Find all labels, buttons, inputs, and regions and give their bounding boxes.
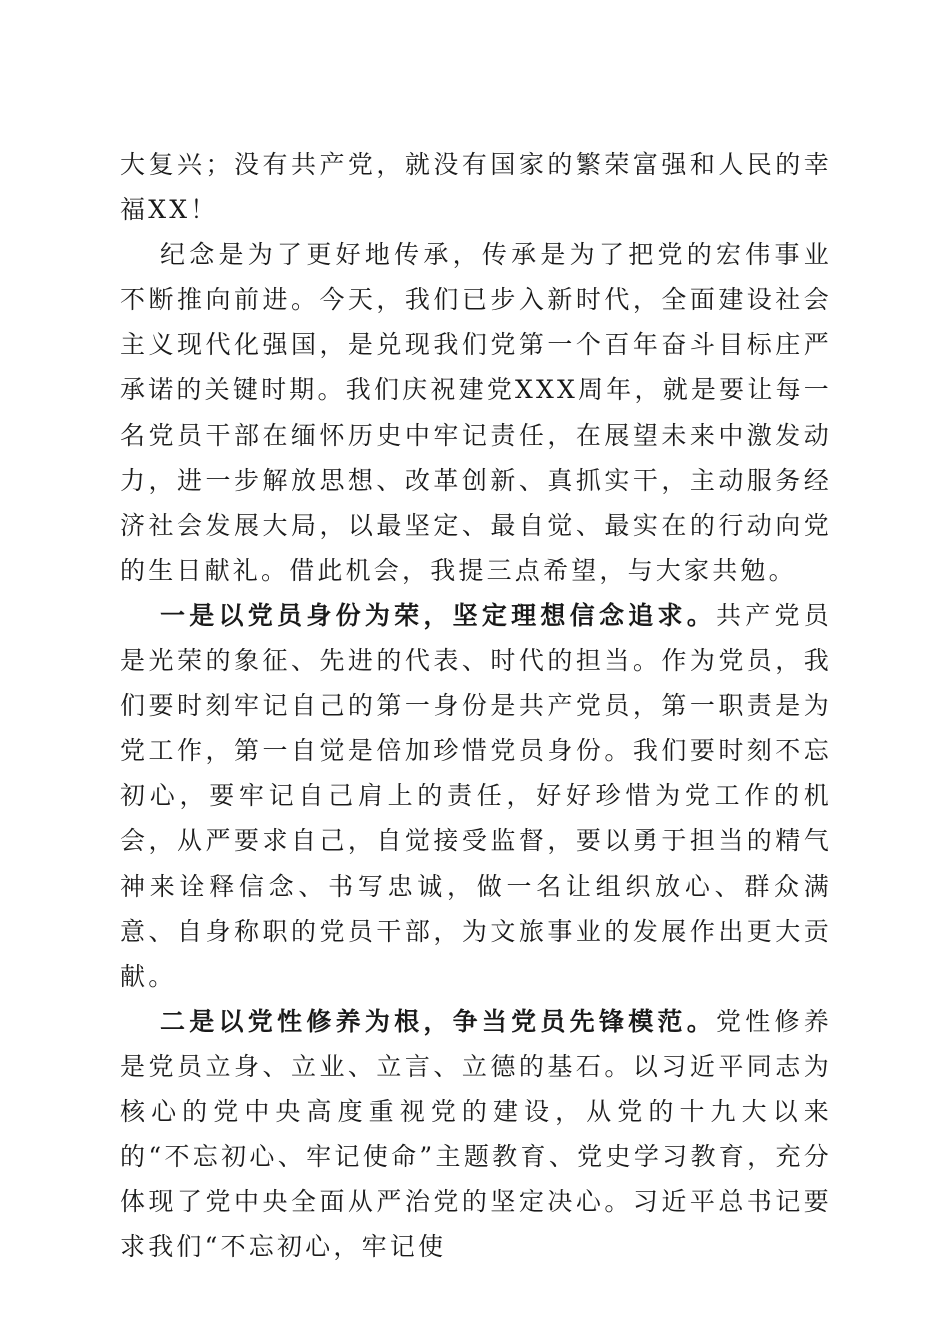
paragraph-continued bbox=[120, 142, 832, 232]
paragraph-lead-heading: 一是以党员身份为荣，坚定理想信念追求。 bbox=[160, 600, 716, 630]
body-text bbox=[120, 142, 832, 1269]
paragraph-lead-heading: 二是以党性修养为根，争当党员先锋模范。 bbox=[160, 1006, 716, 1036]
paragraph-text: 纪念是为了更好地传承，传承是为了把党的宏伟事业不断推向前进。今天，我们已步入新时代，全面建设社会主义现代化强国，是兑现我们党第一个百年奋斗目标庄严承诺的关键时期。我们庆祝建党XXX周年，就是要让每一名党员干部在缅怀历史中牢记责任，在展望未来中激发动力，进一步解放思想、改革创新、真抓实干，主动服务经济社会发展大局，以最坚定、最自觉、最实在的行动向党的生日献礼。借此机会，我提三点希望，与大家共勉。 bbox=[120, 240, 832, 585]
paragraph-commemoration bbox=[120, 232, 832, 593]
paragraph-point-two bbox=[120, 999, 832, 1270]
paragraph-point-one bbox=[120, 593, 832, 999]
paragraph-text: 大复兴；没有共产党，就没有国家的繁荣富强和人民的幸福XX！ bbox=[120, 150, 832, 225]
paragraph-text: 党性修养是党员立身、立业、立言、立德的基石。以习近平同志为核心的党中央高度重视党的建设，从党的十九大以来的“不忘初心、牢记使命”主题教育、党史学习教育，充分体现了党中央全面从严治党的坚定决心。习近平总书记要求我们“不忘初心，牢记使 bbox=[120, 1006, 832, 1262]
paragraph-text: 共产党员是光荣的象征、先进的代表、时代的担当。作为党员，我们要时刻牢记自己的第一身份是共产党员，第一职责是为党工作，第一自觉是倍加珍惜党员身份。我们要时刻不忘初心，要牢记自己肩上的责任，好好珍惜为党工作的机会，从严要求自己，自觉接受监督，要以勇于担当的精气神来诠释信念、书写忠诚，做一名让组织放心、群众满意、自身称职的党员干部，为文旅事业的发展作出更大贡献。 bbox=[120, 600, 832, 991]
